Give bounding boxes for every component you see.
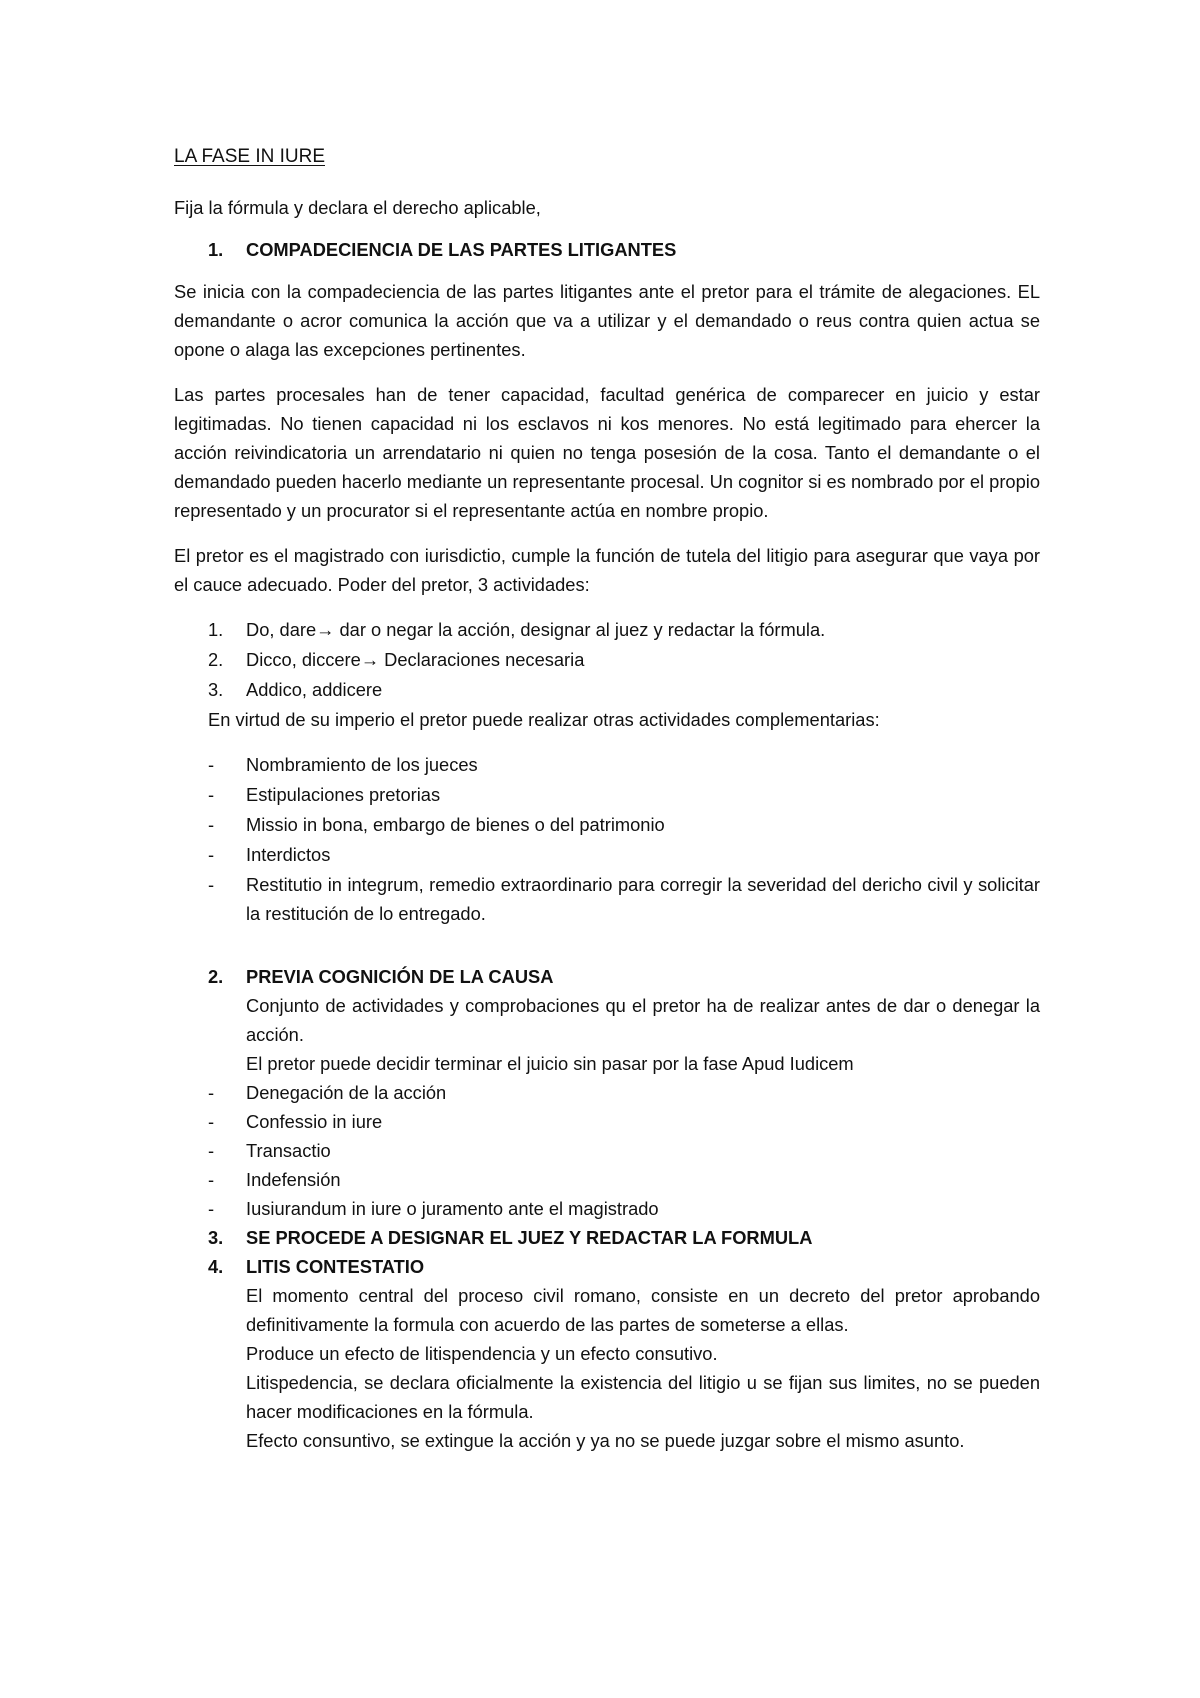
section-3-title: SE PROCEDE A DESIGNAR EL JUEZ Y REDACTAR LA FORMULA (246, 1227, 813, 1248)
imperio-paragraph: En virtud de su imperio el pretor puede realizar otras actividades complementarias: (208, 709, 880, 730)
section-1-number: 1. (208, 239, 224, 260)
list-item-description: Declaraciones necesaria (379, 649, 585, 670)
list-item-text: Denegación de la acción (246, 1082, 447, 1103)
section-2-body-2: El pretor puede decidir terminar el juicio sin pasar por la fase Apud Iudicem (246, 1053, 854, 1074)
section-2-body-1: Conjunto de actividades y comprobaciones qu el pretor ha de realizar antes de dar o denegar la acción. (246, 995, 1040, 1045)
list-item-text: Estipulaciones pretorias (246, 784, 441, 805)
list-item (208, 1107, 1040, 1136)
section-1-paragraph-3: El pretor es el magistrado con iurisdictio, cumple la función de tutela del litigio para asegurar que vaya por el cauce adecuado. Poder del pretor, 3 actividades: (174, 545, 1040, 595)
dash-bullet: - (208, 1169, 215, 1190)
section-4-body-3: Litispedencia, se declara oficialmente la existencia del litigio u se fijan sus limites, no se pueden hacer modificaciones en la fórmula. (246, 1372, 1040, 1422)
document-title: LA FASE IN IURE (174, 146, 325, 167)
dash-bullet: - (208, 1140, 215, 1161)
list-item (208, 645, 1040, 675)
list-item-text: Missio in bona, embargo de bienes o del patrimonio (246, 814, 665, 835)
list-item-text: Restitutio in integrum, remedio extraordinario para corregir la severidad del dericho civil y solicitar la restitución de lo entregado. (246, 874, 1040, 924)
list-item (208, 1194, 1040, 1223)
section-3 (208, 1223, 1040, 1252)
section-4-title: LITIS CONTESTATIO (246, 1256, 425, 1277)
list-item-number: 1. (208, 619, 224, 640)
list-item (208, 675, 1040, 705)
list-item-description: dar o negar la acción, designar al juez y redactar la fórmula. (334, 619, 826, 640)
list-item-number: 2. (208, 649, 224, 670)
dash-bullet: - (208, 844, 215, 865)
list-item (208, 780, 1040, 810)
section-1-heading (208, 235, 1040, 264)
dash-bullet: - (208, 814, 215, 835)
dash-bullet: - (208, 784, 215, 805)
section-3-number: 3. (208, 1227, 224, 1248)
list-item (208, 840, 1040, 870)
dash-bullet: - (208, 1082, 215, 1103)
list-item-text: Iusiurandum in iure o juramento ante el magistrado (246, 1198, 659, 1219)
section-4-heading (208, 1252, 1040, 1281)
complementary-activities-list (174, 750, 1040, 928)
section-2-number: 2. (208, 966, 224, 987)
list-item-text: Transactio (246, 1140, 331, 1161)
section-1-paragraph-2: Las partes procesales han de tener capacidad, facultad genérica de comparecer en juicio y estar legitimadas. No tienen capacidad ni los esclavos ni kos menores. No está legitimado para ehercer la acción reivindicatoria un arrendatario ni quien no tenga posesión de la cosa. Tanto el demandante o el demandado pueden hacerlo mediante un representante procesal. Un cognitor si es nombrado por el propio representado y un procurator si el representante actúa en nombre propio. (174, 384, 1040, 521)
dash-bullet: - (208, 874, 215, 895)
list-item (208, 810, 1040, 840)
list-item-text: Indefensión (246, 1169, 341, 1190)
list-item (208, 1078, 1040, 1107)
list-item (208, 615, 1040, 645)
section-1-title: COMPADECIENCIA DE LAS PARTES LITIGANTES (246, 239, 677, 260)
arrow-right-icon: → (360, 649, 380, 670)
arrow-right-icon: → (316, 619, 335, 640)
list-item-term: Do, dare (246, 619, 317, 640)
list-item-text: Confessio in iure (246, 1111, 383, 1132)
section-1-paragraph-1: Se inicia con la compadeciencia de las partes litigantes ante el pretor para el trámite de alegaciones. EL demandante o acror comunica la acción que va a utilizar y el demandado o reus contra quien actua se opone o alaga las excepciones pertinentes. (174, 281, 1040, 360)
list-item (208, 1136, 1040, 1165)
section-2-title: PREVIA COGNICIÓN DE LA CAUSA (246, 966, 554, 987)
section-4 (208, 1252, 1040, 1455)
list-item-text: Nombramiento de los jueces (246, 754, 478, 775)
dash-bullet: - (208, 1198, 215, 1219)
list-item-number: 3. (208, 679, 224, 700)
list-item-text: Interdictos (246, 844, 331, 865)
intro-paragraph: Fija la fórmula y declara el derecho aplicable, (174, 197, 541, 218)
dash-bullet: - (208, 754, 215, 775)
list-item-term: Addico, addicere (246, 679, 383, 700)
section-2-items-list (174, 1078, 1040, 1223)
praetor-activities-list (174, 615, 1040, 705)
dash-bullet: - (208, 1111, 215, 1132)
section-2 (208, 962, 1040, 1078)
list-item (208, 870, 1040, 928)
list-item-term: Dicco, diccere (246, 649, 361, 670)
document-content (174, 145, 1040, 1455)
section-2-heading (208, 962, 1040, 991)
section-4-number: 4. (208, 1256, 224, 1277)
list-item (208, 1165, 1040, 1194)
section-3-heading (208, 1223, 1040, 1252)
section-4-body-2: Produce un efecto de litispendencia y un efecto consutivo. (246, 1343, 718, 1364)
section-4-body-1: El momento central del proceso civil romano, consiste en un decreto del pretor aprobando definitivamente la formula con acuerdo de las partes de someterse a ellas. (246, 1285, 1040, 1335)
list-item (208, 750, 1040, 780)
section-4-body-4: Efecto consuntivo, se extingue la acción y ya no se puede juzgar sobre el mismo asunto. (246, 1430, 965, 1451)
